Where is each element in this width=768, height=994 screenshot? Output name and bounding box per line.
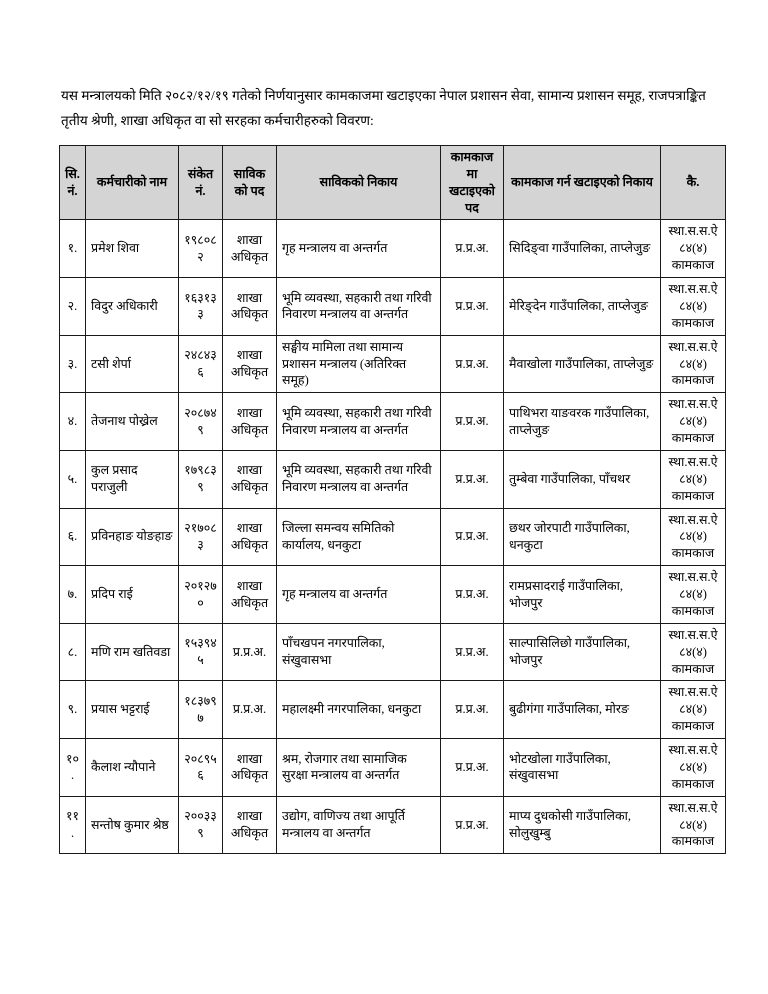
header-code-number: संकेत नं. [179,145,223,220]
serial-number-cell: ३. [60,335,86,393]
table-row [60,450,726,508]
code-number-cell: १५३९४५ [179,623,223,681]
former-agency-cell: जिल्ला समन्वय समितिको कार्यालय, धनकुटा [277,508,441,566]
code-number-cell: १९८०८२ [179,220,223,278]
code-number-cell: १८३७९७ [179,681,223,739]
code-number-cell: २०८७४९ [179,393,223,451]
table-row [60,623,726,681]
former-post-cell: प्र.प्र.अ. [223,623,277,681]
serial-number-cell: ६. [60,508,86,566]
code-number-cell: २०१२७० [179,566,223,624]
code-number-cell: १६३१३३ [179,278,223,336]
assigned-agency-cell: बुढीगंगा गाउँपालिका, मोरङ [504,681,661,739]
employee-name-cell: प्रविनहाङ योङहाङ [86,508,179,566]
assigned-agency-cell: मेरिङ्देन गाउँपालिका, ताप्लेजुङ [504,278,661,336]
assigned-post-cell: प्र.प्र.अ. [441,566,504,624]
remarks-cell: स्था.स.स.ऐ ८४(४) कामकाज [661,278,726,336]
assigned-agency-cell: सिदिङ्वा गाउँपालिका, ताप्लेजुङ [504,220,661,278]
former-agency-cell: भूमि व्यवस्था, सहकारी तथा गरिवी निवारण मन्त्रालय वा अन्तर्गत [277,393,441,451]
assigned-post-cell: प्र.प्र.अ. [441,623,504,681]
table-row [60,393,726,451]
assigned-agency-cell: मैवाखोला गाउँपालिका, ताप्लेजुङ [504,335,661,393]
former-agency-cell: पाँचखपन नगरपालिका, संखुवासभा [277,623,441,681]
serial-number-cell: ७. [60,566,86,624]
table-row [60,220,726,278]
serial-number-cell: १. [60,220,86,278]
assigned-post-cell: प्र.प्र.अ. [441,450,504,508]
assigned-post-cell: प्र.प्र.अ. [441,393,504,451]
remarks-cell: स्था.स.स.ऐ ८४(४) कामकाज [661,566,726,624]
table-body [60,220,726,854]
assigned-post-cell: प्र.प्र.अ. [441,739,504,797]
header-employee-name: कर्मचारीको नाम [86,145,179,220]
remarks-cell: स्था.स.स.ऐ ८४(४) कामकाज [661,796,726,854]
table-row [60,508,726,566]
assigned-post-cell: प्र.प्र.अ. [441,220,504,278]
table-row [60,566,726,624]
serial-number-cell: ९. [60,681,86,739]
former-agency-cell: भूमि व्यवस्था, सहकारी तथा गरिवी निवारण मन्त्रालय वा अन्तर्गत [277,450,441,508]
employee-name-cell: प्रमेश शिवा [86,220,179,278]
intro-paragraph: यस मन्त्रालयको मिति २०८२/१२/१९ गतेको निर्णयानुसार कामकाजमा खटाइएका नेपाल प्रशासन सेवा, सामान्य प्रशासन समूह, राजपत्राङ्कित तृतीय श्रेणी, शाखा अधिकृत वा सो सरहका कर्मचारीहरुको विवरण: [61,88,706,128]
former-post-cell: शाखा अधिकृत [223,450,277,508]
assigned-post-cell: प्र.प्र.अ. [441,278,504,336]
table-row [60,278,726,336]
remarks-cell: स्था.स.स.ऐ ८४(४) कामकाज [661,220,726,278]
assigned-post-cell: प्र.प्र.अ. [441,508,504,566]
former-post-cell: शाखा अधिकृत [223,739,277,797]
former-post-cell: शाखा अधिकृत [223,393,277,451]
former-agency-cell: गृह मन्त्रालय वा अन्तर्गत [277,220,441,278]
serial-number-cell: १०. [60,739,86,797]
former-agency-cell: गृह मन्त्रालय वा अन्तर्गत [277,566,441,624]
table-row [60,739,726,797]
assigned-agency-cell: पाथिभरा याङवरक गाउँपालिका, ताप्लेजुङ [504,393,661,451]
assigned-agency-cell: भोटखोला गाउँपालिका, संखुवासभा [504,739,661,797]
header-former-post: साविकको पद [223,145,277,220]
employee-name-cell: विदुर अधिकारी [86,278,179,336]
assigned-post-cell: प्र.प्र.अ. [441,681,504,739]
code-number-cell: २१७०८३ [179,508,223,566]
former-post-cell: शाखा अधिकृत [223,278,277,336]
remarks-cell: स्था.स.स.ऐ ८४(४) कामकाज [661,393,726,451]
former-agency-cell: भूमि व्यवस्था, सहकारी तथा गरिवी निवारण मन्त्रालय वा अन्तर्गत [277,278,441,336]
header-remarks: कै. [661,145,726,220]
assigned-post-cell: प्र.प्र.अ. [441,335,504,393]
employee-name-cell: कैलाश न्यौपाने [86,739,179,797]
assigned-agency-cell: साल्पासिलिछो गाउँपालिका, भोजपुर [504,623,661,681]
serial-number-cell: ८. [60,623,86,681]
assigned-agency-cell: तुम्बेवा गाउँपालिका, पाँचथर [504,450,661,508]
former-post-cell: शाखा अधिकृत [223,220,277,278]
former-post-cell: शाखा अधिकृत [223,508,277,566]
code-number-cell: १७९८३९ [179,450,223,508]
remarks-cell: स्था.स.स.ऐ ८४(४) कामकाज [661,450,726,508]
header-assigned-post: कामकाजमा खटाइएको पद [441,145,504,220]
code-number-cell: २४८४३६ [179,335,223,393]
employee-name-cell: प्रयास भट्टराई [86,681,179,739]
remarks-cell: स्था.स.स.ऐ ८४(४) कामकाज [661,623,726,681]
serial-number-cell: ११. [60,796,86,854]
table-row [60,335,726,393]
code-number-cell: २००३३९ [179,796,223,854]
former-post-cell: शाखा अधिकृत [223,335,277,393]
employee-name-cell: तेजनाथ पोख्रेल [86,393,179,451]
table-row [60,681,726,739]
remarks-cell: स्था.स.स.ऐ ८४(४) कामकाज [661,335,726,393]
serial-number-cell: ४. [60,393,86,451]
table-row [60,796,726,854]
former-post-cell: प्र.प्र.अ. [223,681,277,739]
employee-name-cell: सन्तोष कुमार श्रेष्ठ [86,796,179,854]
assigned-agency-cell: रामप्रसादराई गाउँपालिका, भोजपुर [504,566,661,624]
former-agency-cell: महालक्ष्मी नगरपालिका, धनकुटा [277,681,441,739]
serial-number-cell: २. [60,278,86,336]
serial-number-cell: ५. [60,450,86,508]
remarks-cell: स्था.स.स.ऐ ८४(४) कामकाज [661,508,726,566]
employee-name-cell: टसी शेर्पा [86,335,179,393]
former-post-cell: शाखा अधिकृत [223,566,277,624]
former-agency-cell: श्रम, रोजगार तथा सामाजिक सुरक्षा मन्त्रालय वा अन्तर्गत [277,739,441,797]
remarks-cell: स्था.स.स.ऐ ८४(४) कामकाज [661,739,726,797]
assigned-agency-cell: छथर जोरपाटी गाउँपालिका, धनकुटा [504,508,661,566]
code-number-cell: २०८९५६ [179,739,223,797]
remarks-cell: स्था.स.स.ऐ ८४(४) कामकाज [661,681,726,739]
staff-deputation-table [59,145,726,854]
former-agency-cell: उद्योग, वाणिज्य तथा आपूर्ति मन्त्रालय वा अन्तर्गत [277,796,441,854]
former-post-cell: शाखा अधिकृत [223,796,277,854]
employee-name-cell: मणि राम खतिवडा [86,623,179,681]
employee-name-cell: कुल प्रसाद पराजुली [86,450,179,508]
header-assigned-agency: कामकाज गर्न खटाइएको निकाय [504,145,661,220]
assigned-post-cell: प्र.प्र.अ. [441,796,504,854]
header-serial-number: सि. नं. [60,145,86,220]
header-former-agency: साविकको निकाय [277,145,441,220]
employee-name-cell: प्रदिप राई [86,566,179,624]
former-agency-cell: सङ्घीय मामिला तथा सामान्य प्रशासन मन्त्रालय (अतिरिक्त समूह) [277,335,441,393]
assigned-agency-cell: माप्य दुधकोसी गाउँपालिका, सोलुखुम्बु [504,796,661,854]
table-header-row [60,145,726,220]
